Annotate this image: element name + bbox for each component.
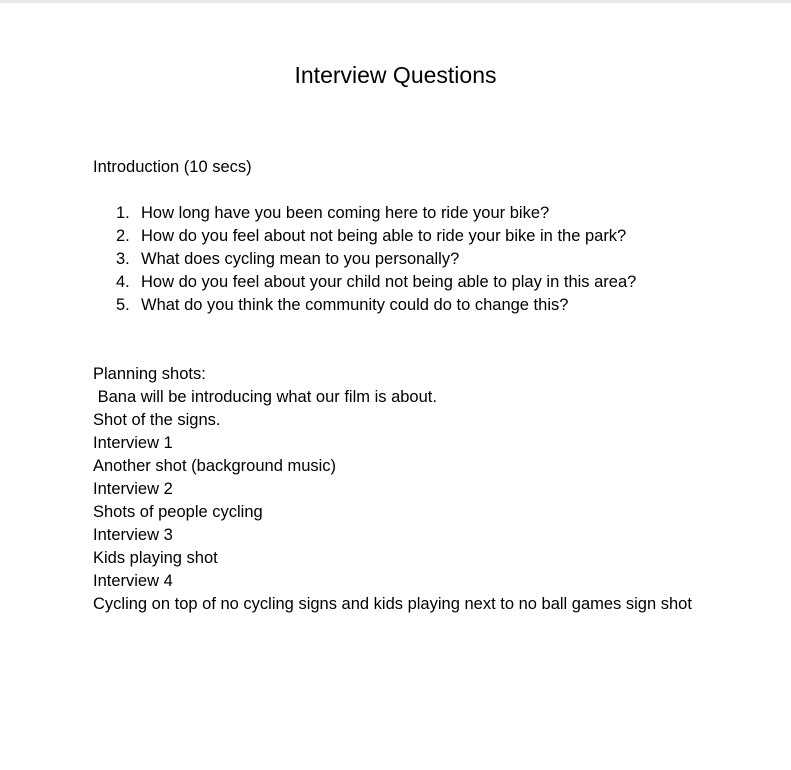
list-item-number: 4. xyxy=(116,273,130,291)
planning-heading: Planning shots: xyxy=(93,365,206,383)
document-title: Interview Questions xyxy=(294,62,497,88)
list-item-text: What does cycling mean to you personally? xyxy=(141,250,460,268)
list-item xyxy=(93,271,733,294)
list-item-number: 1. xyxy=(116,204,130,222)
planning-line: Shot of the signs. xyxy=(93,411,221,429)
planning-line: Another shot (background music) xyxy=(93,457,337,475)
list-item-text: How long have you been coming here to ride your bike? xyxy=(141,204,550,222)
list-item xyxy=(93,225,733,248)
list-item-text: How do you feel about not being able to ride your bike in the park? xyxy=(141,227,627,245)
planning-line: Shots of people cycling xyxy=(93,503,263,521)
planning-line: Cycling on top of no cycling signs and kids playing next to no ball games sign shot xyxy=(93,595,692,613)
list-item-number: 3. xyxy=(116,250,130,268)
list-item xyxy=(93,294,733,317)
planning-line: Interview 3 xyxy=(93,526,173,544)
planning-line: Kids playing shot xyxy=(93,549,218,567)
list-item-text: How do you feel about your child not being able to play in this area? xyxy=(141,273,637,291)
planning-line: Interview 1 xyxy=(93,434,173,452)
planning-line: Interview 4 xyxy=(93,572,173,590)
planning-line: Bana will be introducing what our film is about. xyxy=(93,388,437,406)
list-item-number: 5. xyxy=(116,296,130,314)
list-item-number: 2. xyxy=(116,227,130,245)
question-list xyxy=(93,202,733,317)
intro-line: Introduction (10 secs) xyxy=(93,158,252,176)
list-item xyxy=(93,248,733,271)
planning-line: Interview 2 xyxy=(93,480,173,498)
list-item-text: What do you think the community could do to change this? xyxy=(141,296,569,314)
list-item xyxy=(93,202,733,225)
planning-shots-section xyxy=(93,363,713,616)
